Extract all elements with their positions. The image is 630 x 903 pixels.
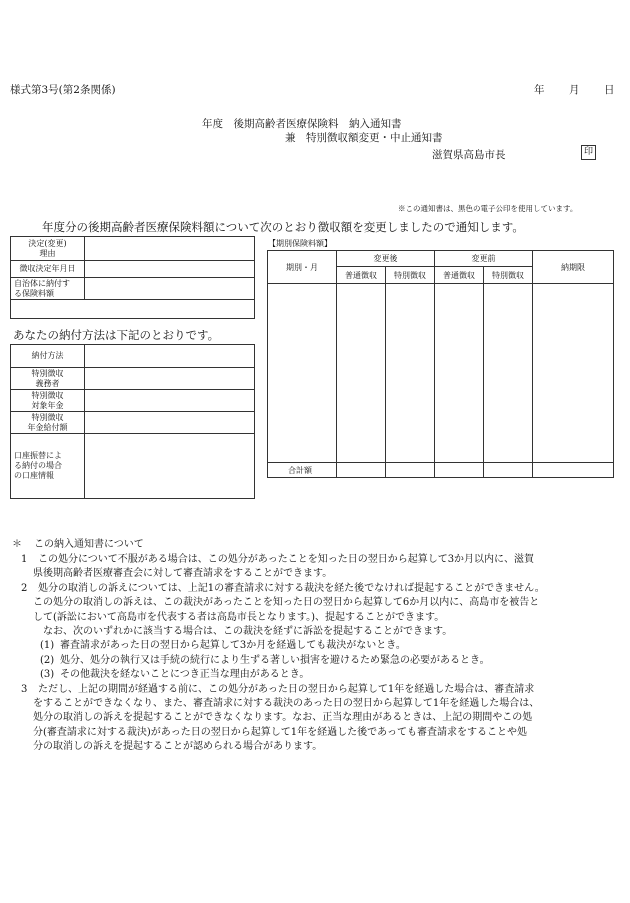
payment-table bbox=[10, 344, 255, 499]
payment-method-value bbox=[85, 345, 255, 368]
note-3-line-1: ただし、上記の期間が経過する前に、この処分があった日の翌日から起算して1年を経過した場合は、審査請求 bbox=[38, 683, 535, 695]
after-special-body bbox=[386, 284, 435, 463]
note-2-line-1: 処分の取消しの訴えについては、上記1の審査請求に対する裁決を経た後でなければ提起することができません。 bbox=[38, 582, 545, 594]
official-seal: 印 bbox=[581, 145, 596, 160]
note-1-number: 1 bbox=[21, 554, 28, 565]
total-before-normal bbox=[435, 463, 484, 478]
before-special-header: 特別徴収 bbox=[484, 267, 533, 284]
withholding-agent-value bbox=[85, 368, 255, 390]
decision-date-value bbox=[85, 261, 255, 278]
note-sub-2-text: 処分、処分の執行又は手続の続行により生ずる著しい損害を避けるため緊急の必要があるとき。 bbox=[60, 654, 490, 666]
notes-heading-mark: ＊ bbox=[12, 539, 22, 550]
target-pension-value bbox=[85, 390, 255, 412]
total-after-normal bbox=[337, 463, 386, 478]
note-sub-3-number: (3) bbox=[40, 669, 55, 681]
note-3-number: 3 bbox=[21, 683, 28, 695]
blank-row bbox=[11, 300, 255, 319]
period-premium-table bbox=[267, 250, 614, 478]
before-normal-header: 普通徴収 bbox=[435, 267, 484, 284]
pension-amount-label: 特別徴収 年金給付額 bbox=[11, 412, 85, 434]
payable-amount-label: 自治体に納付す る保険料額 bbox=[11, 278, 85, 300]
total-after-special bbox=[386, 463, 435, 478]
after-normal-header: 普通徴収 bbox=[337, 267, 386, 284]
note-2-number: 2 bbox=[21, 582, 28, 594]
form-number: 様式第3号(第2条関係) bbox=[10, 84, 116, 96]
total-label: 合計額 bbox=[268, 463, 337, 478]
note-sub-1-text: 審査請求があった日の翌日から起算して3か月を経過しても裁決がないとき。 bbox=[60, 640, 406, 652]
note-2-line-4: なお、次のいずれかに該当する場合は、この裁決を経ずに訴訟を提起することができます。 bbox=[43, 625, 453, 637]
notes-heading: この納入通知書について bbox=[34, 539, 144, 550]
total-deadline bbox=[533, 463, 614, 478]
period-body bbox=[268, 284, 337, 463]
account-info-value bbox=[85, 434, 255, 499]
decision-table bbox=[10, 236, 255, 319]
note-3-line-4: 分(審査請求に対する裁決)があった日の翌日から起算して1年を経過した後であっても審査請求をすることや処 bbox=[33, 726, 527, 738]
deadline-body bbox=[533, 284, 614, 463]
note-sub-3-text: その他裁決を経ないことにつき正当な理由があるとき。 bbox=[60, 669, 310, 681]
date-month-label: 月 bbox=[569, 84, 580, 96]
note-sub-2-number: (2) bbox=[40, 654, 55, 666]
note-2-line-2: この処分の取消しの訴えは、この裁決があったことを知った日の翌日から起算して6か月以内に、高島市を被告と bbox=[33, 597, 540, 609]
deadline-header: 納期限 bbox=[533, 251, 614, 284]
after-normal-body bbox=[337, 284, 386, 463]
note-1-line-2: 県後期高齢者医療審査会に対して審査請求をすることができます。 bbox=[33, 568, 333, 580]
period-header: 期別・月 bbox=[268, 251, 337, 284]
intro-text: 年度分の後期高齢者医療保険料額について次のとおり徴収額を変更しましたので通知します。 bbox=[42, 220, 524, 234]
payment-method-label: 納付方法 bbox=[11, 345, 85, 368]
total-before-special bbox=[484, 463, 533, 478]
pension-amount-value bbox=[85, 412, 255, 434]
title-line-1: 年度 後期高齢者医療保険料 納入通知書 bbox=[202, 118, 402, 130]
before-change-header: 変更前 bbox=[435, 251, 533, 267]
note-sub-1-number: (1) bbox=[40, 640, 55, 652]
notes-section bbox=[12, 538, 624, 754]
before-normal-body bbox=[435, 284, 484, 463]
payment-heading: あなたの納付方法は下記のとおりです。 bbox=[13, 328, 220, 342]
note-1-line-1: この処分について不服がある場合は、この処分があったことを知った日の翌日から起算して3か月以内に、滋賀 bbox=[38, 554, 535, 565]
after-special-header: 特別徴収 bbox=[386, 267, 435, 284]
seal-note: ※この通知書は、黒色の電子公印を使用しています。 bbox=[398, 204, 578, 213]
note-3-line-2: をすることができなくなり、また、審査請求に対する裁決のあった日の翌日から起算して1年を経過した場合は、 bbox=[33, 697, 540, 709]
withholding-agent-label: 特別徴収 義務者 bbox=[11, 368, 85, 390]
note-2-line-3: して(訴訟において高島市を代表する者は高島市長となります。)、提起することができます。 bbox=[33, 611, 445, 623]
decision-date-label: 徴収決定年月日 bbox=[11, 261, 85, 278]
account-info-label: 口座振替によ る納付の場合 の口座情報 bbox=[11, 434, 85, 499]
issuer-name: 滋賀県高島市長 bbox=[432, 149, 506, 161]
period-table-caption: 【期別保険料額】 bbox=[268, 239, 332, 248]
target-pension-label: 特別徴収 対象年金 bbox=[11, 390, 85, 412]
before-special-body bbox=[484, 284, 533, 463]
decision-reason-value bbox=[85, 237, 255, 261]
payable-amount-value bbox=[85, 278, 255, 300]
note-3-line-5: 分の取消しの訴えを提起することが認められる場合があります。 bbox=[33, 741, 323, 753]
decision-reason-label: 決定(変更) 理由 bbox=[11, 237, 85, 261]
title-line-2: 兼 特別徴収額変更・中止通知書 bbox=[285, 132, 443, 144]
date-year-label: 年 bbox=[534, 84, 545, 96]
note-3-line-3: 処分の取消しの訴えを提起することができなくなります。なお、正当な理由があるときは、上記の期間やこの処 bbox=[33, 712, 533, 724]
date-day-label: 日 bbox=[604, 84, 615, 96]
after-change-header: 変更後 bbox=[337, 251, 435, 267]
